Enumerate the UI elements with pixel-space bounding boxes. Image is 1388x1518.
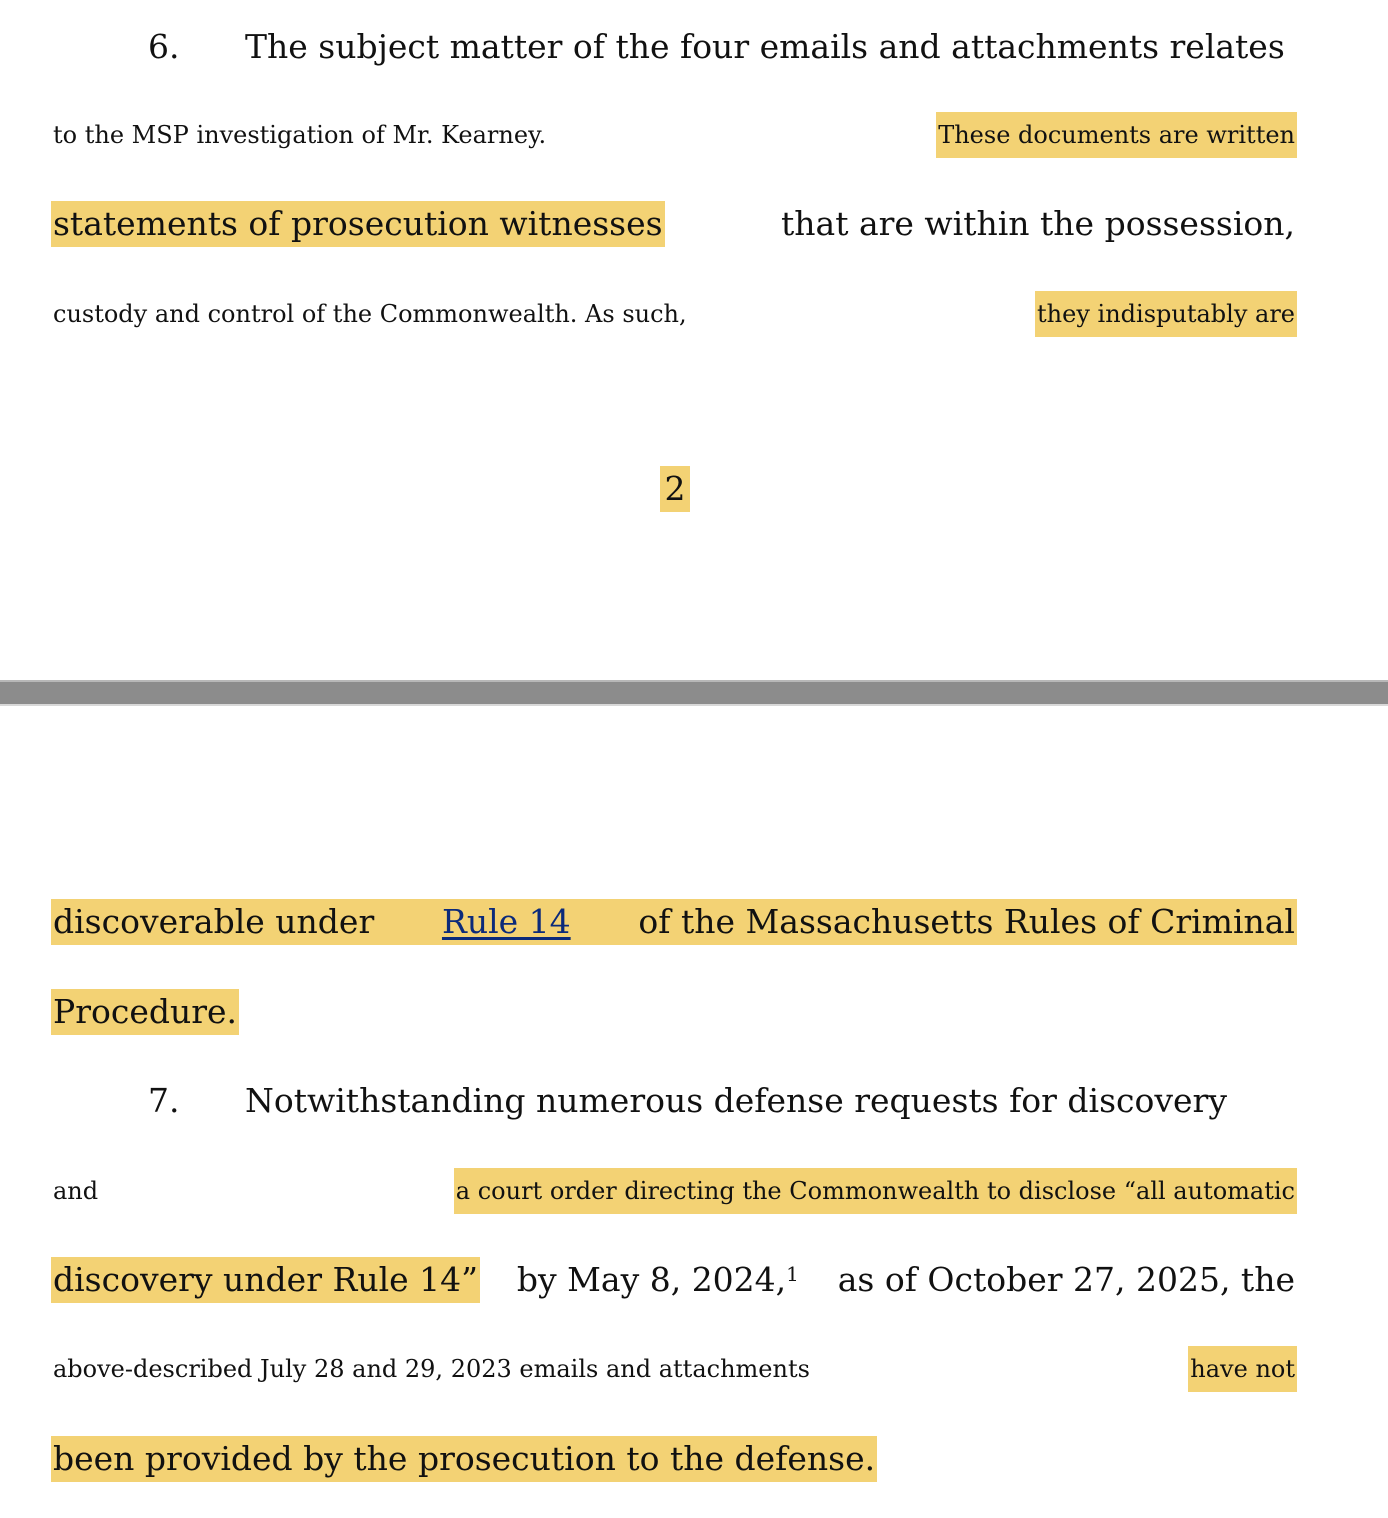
highlighted-text: been provided by the prosecution to the defense.: [51, 1436, 877, 1482]
paragraph-6-line-5: [51, 899, 1297, 945]
highlighted-text: of the Massachusetts Rules of Criminal: [638, 902, 1295, 941]
footnote-marker[interactable]: 1: [786, 1262, 799, 1286]
paragraph-7-line-1: [53, 1078, 1295, 1124]
highlighted-text: discoverable under: [53, 902, 375, 941]
highlighted-text: These documents are written: [936, 112, 1297, 158]
paragraph-7-line-2: [53, 1168, 1295, 1214]
paragraph-number: 6.: [148, 27, 180, 66]
paragraph-number: 7.: [148, 1081, 180, 1120]
paragraph-6-line-1: [53, 24, 1295, 70]
body-text: above-described July 28 and 29, 2023 emails and attachments: [53, 1355, 810, 1383]
rule-14-link[interactable]: Rule 14: [441, 902, 571, 941]
body-text: and: [53, 1177, 99, 1205]
highlighted-text: statements of prosecution witnesses: [51, 201, 665, 247]
body-text: that are within the possession,: [781, 204, 1295, 243]
body-text: to the MSP investigation of Mr. Kearney.: [53, 121, 547, 149]
body-text: by May 8, 2024,: [516, 1260, 787, 1299]
body-text: Notwithstanding numerous defense requests for discovery: [245, 1081, 1227, 1120]
paragraph-6-line-3: [53, 201, 1295, 247]
body-text: custody and control of the Commonwealth. As such,: [53, 300, 687, 328]
highlighted-text: Procedure.: [51, 989, 239, 1035]
body-text-with-footnote: [517, 1257, 799, 1303]
body-text: The subject matter of the four emails and attachments relates: [245, 27, 1285, 66]
paragraph-6-line-6: [53, 989, 1295, 1035]
highlighted-text: a court order directing the Commonwealth to disclose “all automatic: [454, 1168, 1297, 1214]
paragraph-7-line-4: [53, 1346, 1295, 1392]
paragraph-6-line-2: [53, 112, 1295, 158]
body-text: as of October 27, 2025, the: [837, 1260, 1295, 1299]
page-number: 2: [660, 466, 690, 512]
highlighted-text: have not: [1188, 1346, 1297, 1392]
paragraph-7-line-3: [53, 1257, 1295, 1303]
page-break-divider: [0, 680, 1388, 706]
highlighted-text: discovery under Rule 14”: [51, 1257, 480, 1303]
highlighted-text: they indisputably are: [1035, 291, 1297, 337]
paragraph-7-line-5: [53, 1436, 1295, 1482]
paragraph-6-line-4: [53, 291, 1295, 337]
